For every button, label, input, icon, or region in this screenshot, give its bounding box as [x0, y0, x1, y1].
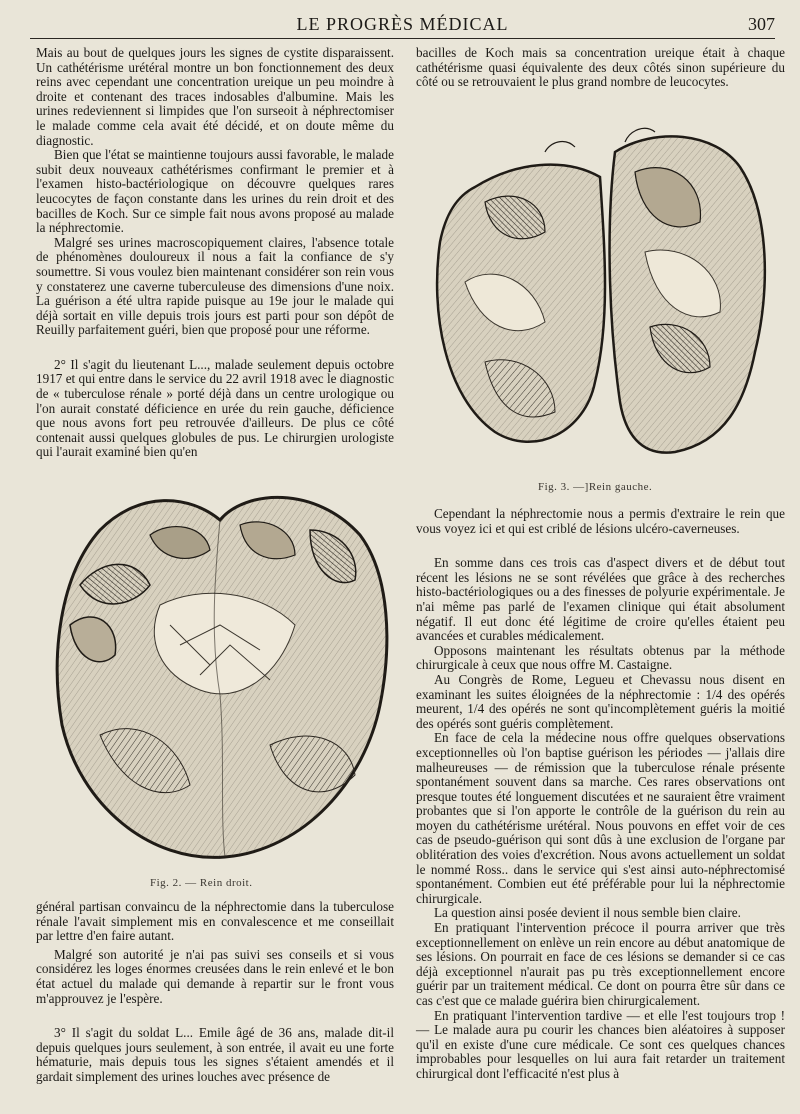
- paragraph: En pratiquant l'intervention précoce il pourra arriver que très exceptionnellement on enlève un rein encore au début anatomique de ses lésions. On pourrait en face de ces lésions se demander si ce cas déjà exceptionnel n'aurait pas pu très exceptionnellement encore guérir par un traitement médical. Ce dont on pourra être sûr dans ce cas c'est que ce malade guérira bien chirurgicalement.: [416, 920, 785, 1008]
- page-header: [30, 10, 775, 39]
- paragraph: Cependant la néphrectomie nous a permis d'extraire le rein que vous voyez ici et qui est criblé de lésions ulcéro-caverneuses.: [416, 506, 785, 536]
- left-column-top: [36, 46, 394, 460]
- kidney-illustration: [40, 475, 400, 865]
- paragraph: bacilles de Koch mais sa concentration ureique était à chaque cathétérisme quasi équivalente des deux côtés sinon supérieure du côté ou se retrouvaient le plus grand nombre de leucocytes.: [416, 45, 785, 90]
- paragraph: En somme dans ces trois cas d'aspect divers et de début tout récent les lésions ne se sont révélées que grâce à des recherches histo-bactériologiques ou a des finesses de polyurie expérimentale. Je n'ai même pas parlé de l'examen clinique qui était absolument négatif. Il eut donc été légitime de croire qu'elles étaient peu avancées et curables médicalement.: [416, 555, 785, 644]
- figure-caption: Fig. 2. — Rein droit.: [150, 877, 253, 889]
- paragraph: général partisan convaincu de la néphrectomie dans la tuberculose rénale l'avait simplement mis en convalescence et me conseillait par lettre d'en faire autant.: [36, 899, 394, 944]
- figure-right-kidney: [40, 475, 400, 865]
- paragraph: Malgré son autorité je n'ai pas suivi ses conseils et si vous considérez les loges énormes creusées dans le rein enlevé et le bon état actuel du malade qui demande à repartir sur le front vous m'approuvez je l'espère.: [36, 946, 394, 1006]
- page-number: 307: [748, 14, 775, 34]
- right-column-bottom: [416, 507, 785, 1082]
- paragraph: Opposons maintenant les résultats obtenus par la méthode chirurgicale à ceux que nous offre M. Castaigne.: [416, 642, 785, 673]
- running-title: LE PROGRÈS MÉDICAL: [296, 14, 509, 34]
- paragraph: 2° Il s'agit du lieutenant L..., malade seulement depuis octobre 1917 et qui entre dans le service du 22 avril 1918 avec le diagnostic de « tuberculose rénale » porté déjà dans un centre urologique ou l'on aurait constaté déficience en urée du rein gauche, déficience que nous avons fort peu retrouvée d'ailleurs. De plus ce côté contenait aussi quelques globules de pus. Le chirurgien urologiste qui l'aurait examiné bien qu'en: [36, 356, 394, 460]
- figure-caption: Fig. 3. —]Rein gauche.: [538, 481, 653, 493]
- right-column-top: [416, 46, 785, 90]
- kidney-illustration: [425, 112, 790, 470]
- paragraph: Bien que l'état se maintienne toujours aussi favorable, le malade subit deux nouveaux cathétérismes confirmant le premier et à l'examen histo-bactériologique on découvre quelques rares leucocytes de façon constante dans les urines du rein droit et des bacilles de Koch. Sur ce simple fait nous avons proposé au malade la néphrectomie.: [36, 147, 394, 236]
- paragraph: La question ainsi posée devient il nous semble bien claire.: [434, 905, 741, 921]
- paragraph: En pratiquant l'intervention tardive — et elle l'est toujours trop ! — Le malade aura pu courir les chances bien aléatoires à supposer qu'il en existe d'une cure médicale. Ce sont ces quelques chances improbables pour lesquelles on lui aura fait retarder un traitement chirurgical dont l'efficacité n'est plus à: [416, 1007, 785, 1081]
- figure-left-kidney: [425, 112, 790, 470]
- paragraph: Mais au bout de quelques jours les signes de cystite disparaissent. Un cathétérisme urétéral montre un bon fonctionnement des deux reins avec cependant une concentration ureique un peu moindre à droite et contenant des traces indosables d'albumine. Mais les urines redeviennent si limpides que l'on surseoit à néphrectomiser le malade comme cela avait été décidé, et on doute même du diagnostic.: [36, 45, 394, 148]
- paragraph: Malgré ses urines macroscopiquement claires, l'absence totale de phénomènes douloureux il nous a fait la confiance de s'y soumettre. Si vous voulez bien maintenant considérer son rein vous y constaterez une caverne tuberculeuse des dimensions d'une noix. La guérison a été ultra rapide puisque au 19e jour le malade qui déjà sortait en ville depuis trois jours est parti pour son dépôt de Reuilly parfaitement guéri, bien que proposé pour une réforme.: [36, 234, 394, 338]
- paragraph: Au Congrès de Rome, Legueu et Chevassu nous disent en examinant les suites éloignées de la néphrectomie : 1/4 des opérés meurent, 1/4 des opérés ne sont qu'incomplètement guéris la moitié des opérés sont guéris complètement.: [416, 671, 785, 731]
- paragraph: 3° Il s'agit du soldat L... Emile âgé de 36 ans, malade dit-il depuis quelques jours seulement, à son entrée, il avait eu une forte hématurie, mais depuis tous les signes s'étaient amendés et il gardait simplement des urines louches avec présence de: [36, 1025, 394, 1084]
- left-column-bottom: [36, 900, 394, 1085]
- paragraph: En face de cela la médecine nous offre quelques observations exceptionnelles où l'on baptise guérison les périodes — j'allais dire malheureuses — de rémission que la tuberculose rénale présente spontanément souvent dans sa marche. Ces rares observations ont presque toutes été longuement discutées et ne sauraient être vraiment probantes que si l'on apporte le contrôle de la guérison du rein au moyen du cathétérisme urétéral. Nous pouvons en effet voir de ces cas de pseudo-guérison qui sont dûs à une exclusion de l'organe par oblitération des voies d'excrétion. Nous avons actuellement un soldat le nommé Ross.. dans le service qui s'est ainsi auto-néphrectomisé spontanément. Combien eut été préférable pour lui la néphrectomie chirurgicale.: [416, 730, 785, 906]
